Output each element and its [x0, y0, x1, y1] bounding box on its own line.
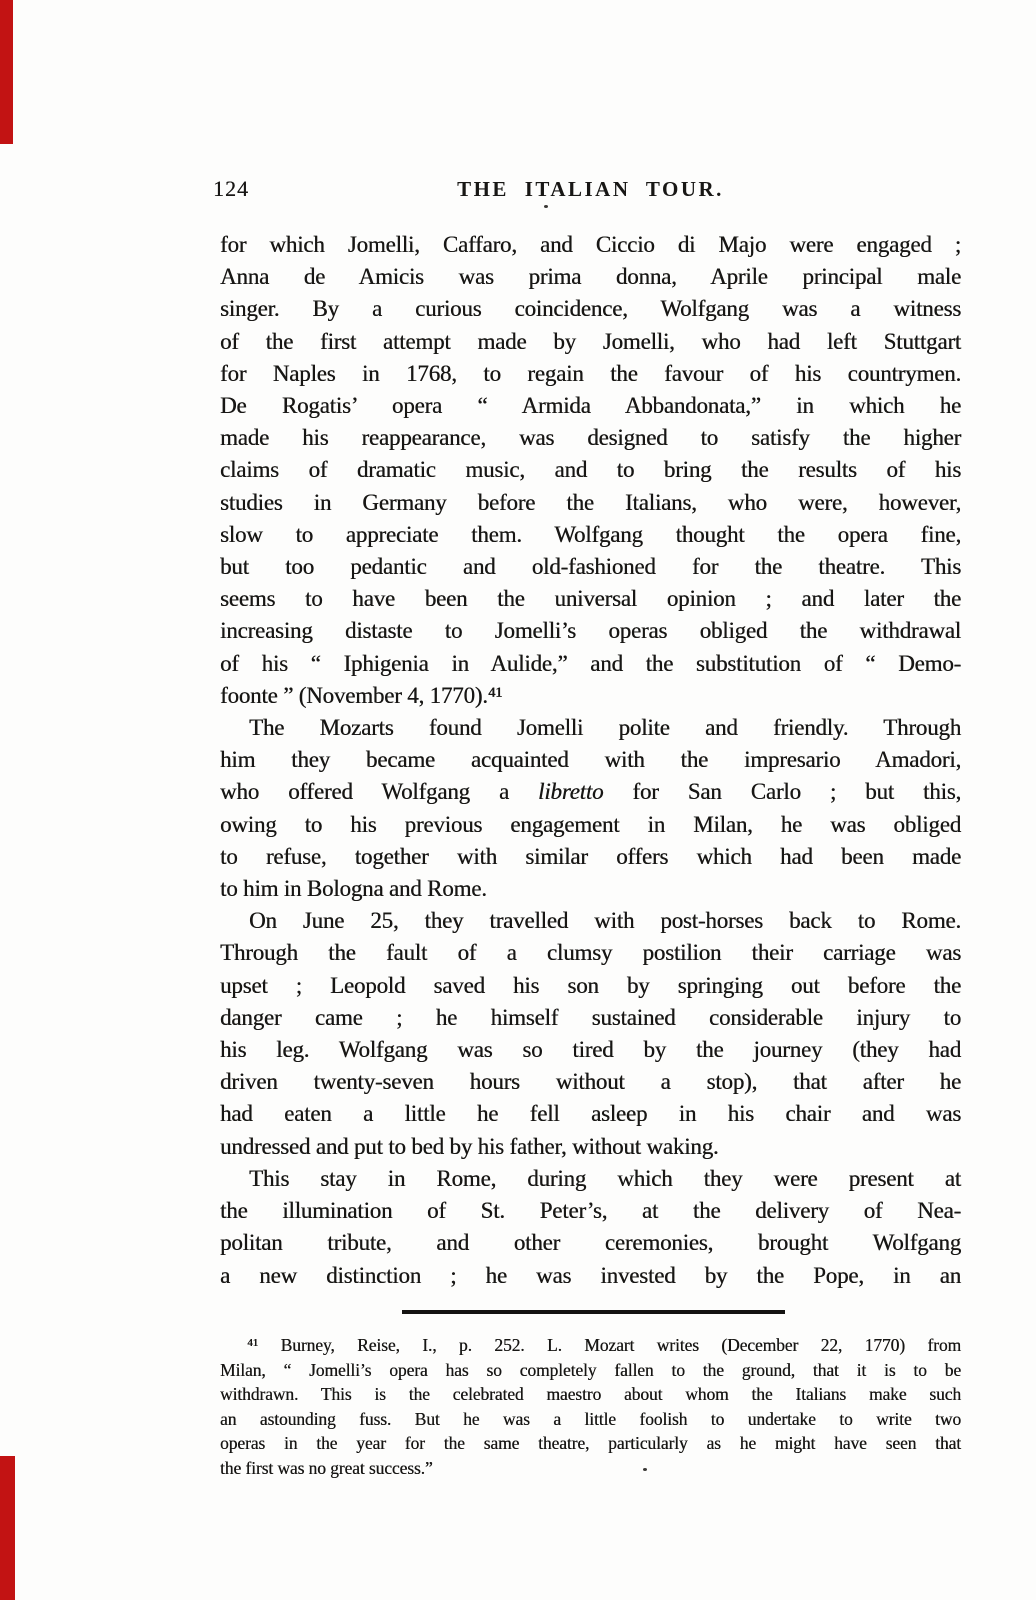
text-line	[220, 487, 961, 519]
text-line	[220, 648, 961, 680]
text-segment: increasing distaste to Jomelli’s operas obliged the withdrawal	[220, 618, 961, 644]
ink-speck	[544, 205, 548, 208]
text-segment: slow to appreciate them. Wolfgang thought the opera fine,	[220, 521, 961, 547]
text-segment: of the first attempt made by Jomelli, who had left Stuttgart	[220, 328, 961, 354]
text-segment: who offered Wolfgang a	[220, 779, 539, 805]
text-segment: a new distinction ; he was invested by the Pope, in an	[220, 1262, 961, 1288]
text-segment: his leg. Wolfgang was so tired by the journey (they had	[220, 1037, 961, 1063]
text-segment: to refuse, together with similar offers which had been made	[220, 843, 961, 869]
text-line	[220, 970, 961, 1002]
text-segment: for which Jomelli, Caffaro, and Ciccio di Majo were engaged ;	[220, 232, 961, 257]
text-segment: This stay in Rome, during which they were present at	[249, 1165, 961, 1191]
italic-text: libretto	[538, 779, 604, 805]
text-line	[220, 1131, 961, 1163]
text-segment: withdrawn. This is the celebrated maestro about whom the Italians make such	[220, 1384, 961, 1404]
text-line	[220, 615, 961, 647]
text-segment: The Mozarts found Jomelli polite and friendly. Through	[249, 715, 961, 741]
body-text-block	[220, 229, 961, 1292]
text-segment: the illumination of St. Peter’s, at the delivery of Nea-	[220, 1198, 961, 1224]
text-segment: driven twenty-seven hours without a stop), that after he	[220, 1069, 961, 1095]
text-line	[220, 937, 961, 969]
footnote-text-block	[220, 1333, 961, 1480]
text-segment: made his reappearance, was designed to satisfy the higher	[220, 425, 961, 451]
text-segment: ⁴¹ Burney, Reise, I., p. 252. L. Mozart writes (December 22, 1770) from	[247, 1335, 961, 1355]
text-line	[220, 873, 961, 905]
text-segment: to him in Bologna and Rome.	[220, 876, 487, 902]
text-segment: singer. By a curious coincidence, Wolfgang was a witness	[220, 296, 961, 322]
text-line	[220, 841, 961, 873]
text-line	[220, 1227, 961, 1259]
text-line	[220, 229, 961, 261]
running-title: THE ITALIAN TOUR.	[457, 177, 724, 201]
text-line	[220, 326, 961, 358]
text-segment: operas in the year for the same theatre, particularly as he might have seen that	[220, 1433, 961, 1453]
text-line	[220, 680, 961, 712]
text-line	[220, 293, 961, 325]
text-line	[220, 1163, 961, 1195]
text-segment: seems to have been the universal opinion ; and later the	[220, 586, 961, 612]
text-line	[220, 809, 961, 841]
text-line	[220, 744, 961, 776]
text-segment: Through the fault of a clumsy postilion their carriage was	[220, 940, 961, 966]
text-segment: Milan, “ Jomelli’s opera has so completely fallen to the ground, that it is to be	[220, 1359, 961, 1380]
footnote-divider-rule	[402, 1310, 785, 1314]
text-segment: him they became acquainted with the impresario Amadori,	[220, 747, 961, 773]
ink-speck	[643, 1468, 647, 1471]
text-line	[220, 1260, 961, 1292]
text-segment: Anna de Amicis was prima donna, Aprile principal male	[220, 264, 961, 290]
text-line	[220, 776, 961, 808]
text-line	[220, 1002, 961, 1034]
text-line	[220, 1407, 961, 1432]
text-segment: On June 25, they travelled with post-horses back to Rome.	[249, 908, 961, 934]
text-line	[220, 905, 961, 937]
text-line	[220, 551, 961, 583]
text-segment: De Rogatis’ opera “ Armida Abbandonata,” in which he	[220, 393, 961, 419]
text-line	[220, 1382, 961, 1407]
text-segment: but too pedantic and old-fashioned for the theatre. This	[220, 554, 961, 580]
text-line	[220, 1333, 961, 1358]
text-segment: for San Carlo ; but this,	[603, 779, 961, 805]
text-line	[220, 261, 961, 293]
text-line	[220, 1066, 961, 1098]
text-line	[220, 390, 961, 422]
page-number: 124	[213, 176, 249, 201]
text-line	[220, 1358, 961, 1383]
text-line	[220, 454, 961, 486]
text-segment: studies in Germany before the Italians, who were, however,	[220, 489, 961, 515]
text-line	[220, 519, 961, 551]
text-line	[220, 583, 961, 615]
scan-red-edge-artifact-top	[0, 0, 13, 144]
text-segment: an astounding fuss. But he was a little foolish to undertake to write two	[220, 1408, 961, 1429]
text-segment: of his “ Iphigenia in Aulide,” and the substitution of “ Demo-	[220, 650, 961, 676]
text-line	[220, 1098, 961, 1130]
text-segment: claims of dramatic music, and to bring the results of his	[220, 457, 961, 483]
text-segment: the first was no great success.”	[220, 1457, 433, 1478]
text-segment: had eaten a little he fell asleep in his chair and was	[220, 1101, 961, 1127]
text-segment: danger came ; he himself sustained considerable injury to	[220, 1004, 961, 1030]
text-line	[220, 1456, 961, 1481]
text-line	[220, 1431, 961, 1456]
text-segment: undressed and put to bed by his father, without waking.	[220, 1133, 719, 1159]
text-line	[220, 712, 961, 744]
text-line	[220, 358, 961, 390]
scan-red-edge-artifact-bottom	[0, 1456, 15, 1600]
text-segment: for Naples in 1768, to regain the favour of his countrymen.	[220, 360, 961, 386]
text-line	[220, 1034, 961, 1066]
text-segment: politan tribute, and other ceremonies, brought Wolfgang	[220, 1230, 961, 1256]
text-segment: owing to his previous engagement in Milan, he was obliged	[220, 811, 961, 837]
text-segment: upset ; Leopold saved his son by springing out before the	[220, 972, 961, 998]
text-segment: foonte ” (November 4, 1770).⁴¹	[220, 682, 503, 708]
text-line	[220, 1195, 961, 1227]
text-line	[220, 422, 961, 454]
